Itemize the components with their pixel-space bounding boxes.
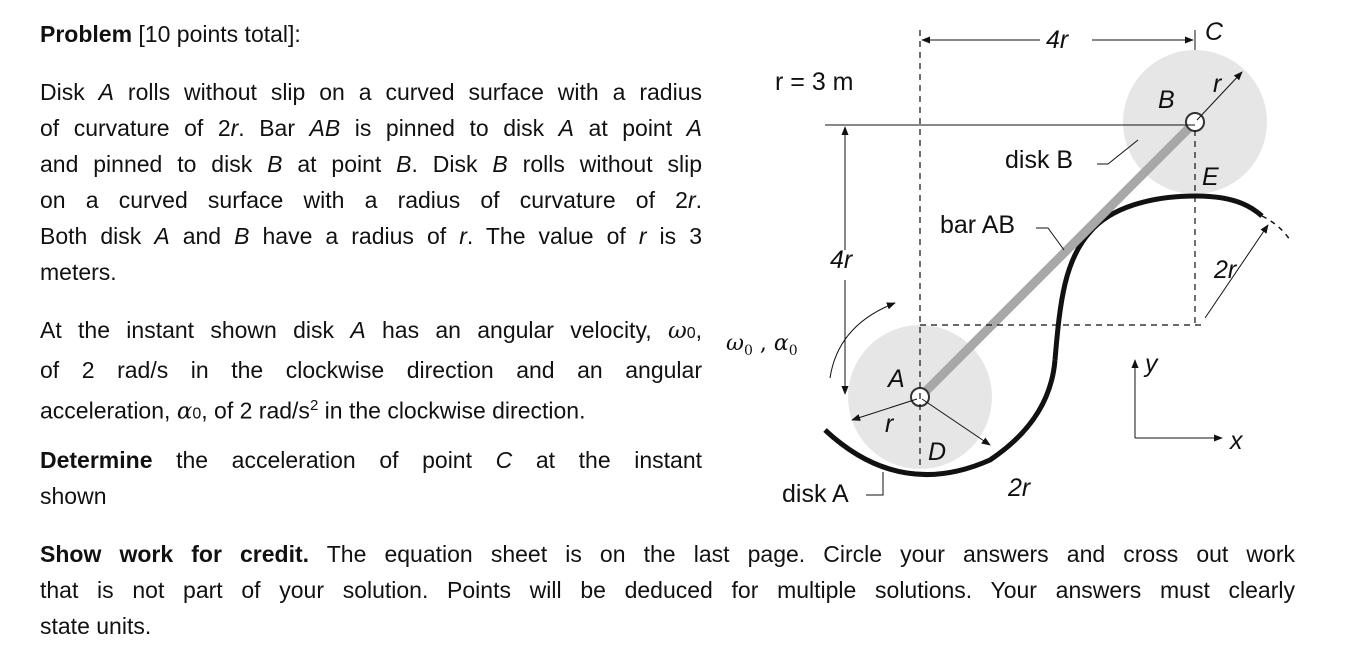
heading-bold: Problem <box>40 21 133 47</box>
p2-l3-a: acceleration, <box>40 397 177 424</box>
p1-l2-d: AB <box>309 115 341 141</box>
label-c: C <box>1205 18 1224 46</box>
p2-l3-alpha: α <box>176 398 193 425</box>
p2-l1-b: A <box>350 317 366 343</box>
p1-l4-a: on a curved surface with a radius of curvature of 2 <box>40 187 688 213</box>
label-y: y <box>1145 350 1158 378</box>
dim-4r-left-label: 4r <box>830 246 853 274</box>
p3-l1-a: the acceleration of point <box>152 447 496 473</box>
label-disk-b: disk B <box>1005 146 1074 174</box>
p1-l2-c: . Bar <box>238 115 310 141</box>
p1-l4-b: r <box>687 187 696 213</box>
p1-l3-e: . Disk <box>411 151 493 177</box>
p1-l2-g: at point <box>574 115 687 141</box>
label-r-a: r <box>885 410 894 438</box>
p1-l2-b: r <box>230 115 239 141</box>
dim-4r-top-label: 4r <box>1046 26 1069 54</box>
p1-line4 <box>40 182 702 218</box>
p1-line1 <box>40 74 702 110</box>
p3-l1-c: at the instant <box>512 447 702 473</box>
p1-line2 <box>40 110 702 146</box>
p3-line1 <box>40 442 702 478</box>
leader-bar-ab <box>1036 228 1064 250</box>
leader-disk-a <box>866 472 883 495</box>
p1-l5-f: r <box>459 223 467 249</box>
dim-2r-bottom-label: 2r <box>1008 474 1031 502</box>
p3-line2: shown <box>40 483 107 509</box>
p1-l5-b: A <box>154 223 170 249</box>
p2-l3-sup: 2 <box>309 397 319 414</box>
p1-l5-e: have a radius of <box>249 223 460 249</box>
problem-heading <box>40 16 301 52</box>
label-bar-ab: bar AB <box>940 211 1016 239</box>
p1-l3-d: B <box>396 151 412 177</box>
problem-statement <box>40 74 702 290</box>
p1-l5-i: is 3 <box>646 223 702 249</box>
p1-l1-b: A <box>98 79 114 105</box>
label-x: x <box>1230 427 1243 455</box>
p1-l2-a: of curvature of 2 <box>40 115 231 141</box>
p2-line3 <box>40 388 702 433</box>
p1-line3 <box>40 146 702 182</box>
p1-l3-f: B <box>492 151 508 177</box>
label-d: D <box>928 438 947 466</box>
p1-l1-a: Disk <box>40 79 99 105</box>
p1-l4-c: . <box>695 187 702 213</box>
p1-l2-f: A <box>558 115 574 141</box>
p4-line1 <box>40 536 1295 572</box>
label-disk-a: disk A <box>782 480 849 508</box>
p2-line1 <box>40 312 702 352</box>
p4-line2: that is not part of your solution. Points will be deduced for multiple solutions. Your answers must clearly <box>40 577 1295 603</box>
p3-bold: Determine <box>40 447 153 473</box>
p2-l1-omega-sub: 0 <box>686 325 696 342</box>
p4-bold: Show work for credit. <box>40 541 310 567</box>
p4-line3: state units. <box>40 613 152 639</box>
instructions <box>40 536 1295 644</box>
p2-l1-a: At the instant shown disk <box>40 317 351 343</box>
p1-l2-e: is pinned to disk <box>340 115 559 141</box>
p2-l1-omega: ω <box>667 318 687 344</box>
p2-line2: of 2 rad/s in the clockwise direction and an angular <box>40 357 702 383</box>
p2-l3-c: in the clockwise direction. <box>318 397 586 424</box>
given-conditions <box>40 312 702 433</box>
p1-l5-g: . The value of <box>466 223 639 249</box>
p1-l5-h: r <box>638 223 647 249</box>
p1-line6: meters. <box>40 259 117 285</box>
dim-2r-right-label: 2r <box>1214 256 1237 284</box>
p1-l3-b: B <box>267 151 283 177</box>
p2-l3-alpha-sub: 0 <box>192 405 202 423</box>
p1-l5-c: and <box>169 223 235 249</box>
p1-l3-g: rolls without slip <box>507 151 702 177</box>
p1-l3-a: and pinned to disk <box>40 151 268 177</box>
mechanism-diagram <box>720 0 1330 520</box>
label-e: E <box>1202 163 1219 191</box>
label-a: A <box>888 365 905 393</box>
label-r-b: r <box>1213 70 1222 98</box>
p1-l5-d: B <box>234 223 250 249</box>
r-value-label: r = 3 m <box>775 68 854 96</box>
omega-label: $\omega_0$ , $\alpha_0$ <box>726 331 798 359</box>
p4-l1: The equation sheet is on the last page. Circle your answers and cross out work <box>309 541 1295 567</box>
p1-l3-c: at point <box>282 151 397 177</box>
p1-l5-a: Both disk <box>40 223 155 249</box>
p1-l1-c: rolls without slip on a curved surface with a radius <box>114 79 702 105</box>
p3-l1-b: C <box>495 447 513 473</box>
p2-l1-c: has an angular velocity, <box>365 317 668 343</box>
p1-line5 <box>40 218 702 254</box>
heading-rest: [10 points total]: <box>132 21 301 47</box>
p2-l3-b: , of 2 rad/s <box>201 397 310 424</box>
p2-l1-comma: , <box>695 317 702 343</box>
p1-l2-h: A <box>686 115 702 141</box>
determine-statement <box>40 442 702 514</box>
label-b: B <box>1158 86 1175 114</box>
